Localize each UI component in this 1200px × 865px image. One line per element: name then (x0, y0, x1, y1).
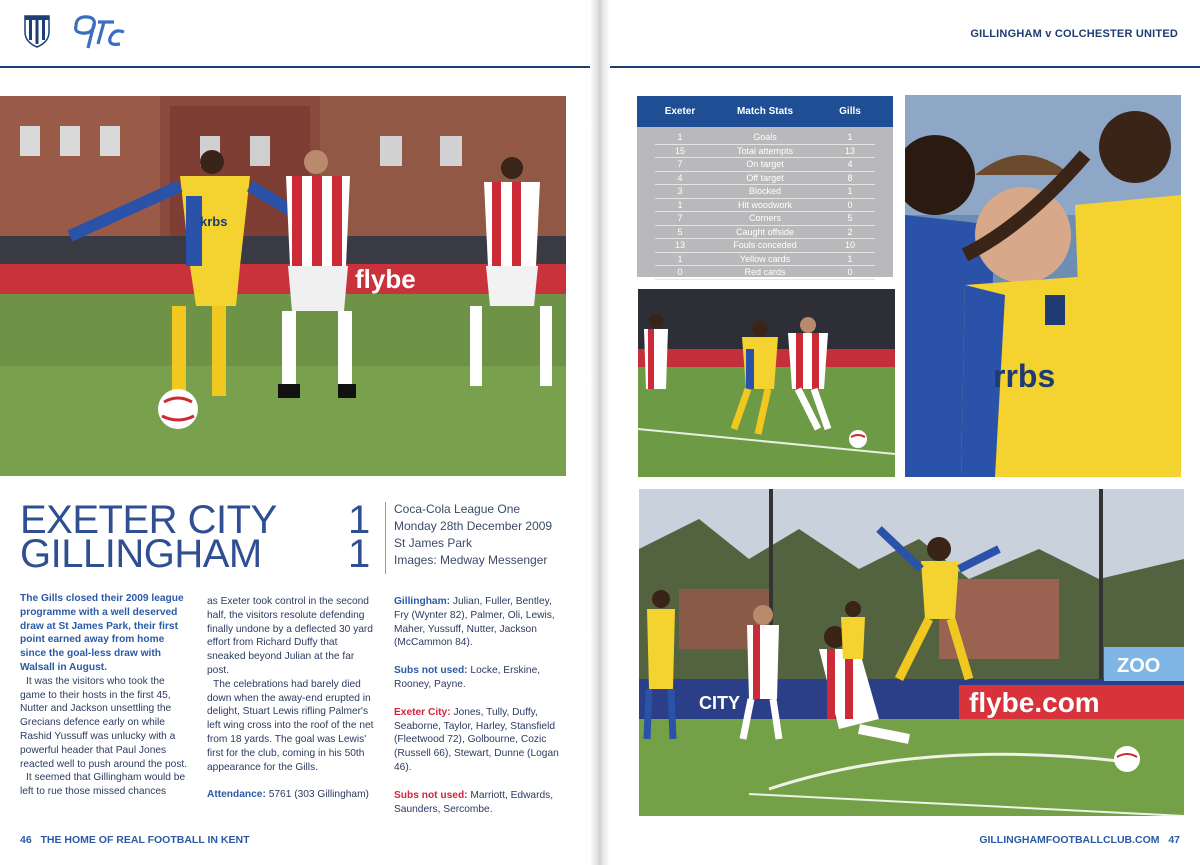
stats-label: On target (746, 159, 784, 170)
stats-row (655, 158, 875, 172)
stats-home-value: 1 (677, 132, 683, 143)
stats-label: Total attempts (736, 145, 794, 156)
home-team-name: EXETER CITY (20, 498, 277, 542)
stats-label: Blocked (748, 186, 782, 197)
left-footer-slogan: THE HOME OF REAL FOOTBALL IN KENT (40, 834, 250, 846)
stats-home-value: 3 (677, 186, 683, 197)
stats-home-value: 1 (677, 199, 683, 210)
stats-label: Off target (746, 172, 784, 183)
stats-row (655, 226, 875, 240)
stats-row (655, 145, 875, 159)
right-page-number: 47 (1168, 834, 1180, 846)
gills-lineup-label: Gillingham: (394, 596, 451, 607)
board-city-text: CITY (699, 693, 741, 713)
tackle-photo (638, 289, 895, 477)
stats-home-value: 7 (677, 159, 683, 170)
lineups-column (394, 595, 566, 816)
home-score: 1 (348, 498, 371, 542)
left-header-rule (0, 66, 590, 68)
stats-label: Yellow cards (739, 253, 791, 264)
exeter-subs: Marriott, Edwards, Saunders, Sercombe. (394, 789, 554, 815)
attendance-label: Attendance: (207, 789, 266, 801)
stats-home-value: 13 (674, 240, 685, 251)
stats-away-value: 4 (847, 159, 853, 170)
club-website: GILLINGHAMFOOTBALLCLUB.COM (979, 834, 1160, 846)
stats-row (655, 185, 875, 199)
stats-label: Corners (748, 213, 781, 224)
right-header-rule (610, 66, 1200, 68)
stats-label: Goals (753, 132, 777, 143)
stats-away-value: 8 (847, 172, 853, 183)
report-paragraph-1: It was the visitors who took the game to their hosts in the first 45, Nutter and Jackson unsettling the Grecians defence early on while Rashid Yussuff was unlucky with a powerful header that Paul Jones reacted well to push around the post. (20, 675, 188, 770)
exeter-lineup-label: Exeter City: (394, 706, 451, 718)
stats-away-value: 1 (847, 132, 853, 143)
match-stats-table (637, 96, 893, 277)
celebration-sponsor-text: rrbs (993, 358, 1056, 394)
stats-away-value: 1 (847, 253, 853, 264)
main-match-photo (0, 96, 566, 476)
gfc-monogram-icon (68, 12, 128, 52)
stats-away-value: 10 (844, 240, 855, 251)
stats-away-value: 5 (847, 213, 853, 224)
board-flybe-text: flybe (355, 264, 416, 294)
stats-home-value: 15 (674, 145, 685, 156)
stats-label: Red cards (744, 267, 786, 278)
stats-row (655, 239, 875, 253)
stats-col-home: Exeter (664, 106, 696, 117)
stats-label: Fouls conceded (733, 240, 797, 251)
match-date: Monday 28th December 2009 (394, 519, 553, 533)
board-zoo-text: ZOO (1117, 655, 1161, 677)
stats-col-title: Match Stats (736, 106, 794, 117)
gills-subs-label: Subs not used: (394, 665, 468, 677)
stats-row (655, 199, 875, 213)
report-column-1 (20, 592, 192, 799)
stats-row (655, 131, 875, 145)
attendance-value: 5761 (303 Gillingham) (268, 789, 369, 801)
spine-gutter (590, 0, 610, 865)
stats-label: Caught offside (736, 226, 794, 237)
stats-away-value: 0 (847, 267, 853, 278)
report-paragraph-3: as Exeter took control in the second half, the visitors resolute defending finally undone by a deflected 30 yard effort from Richard Duffy that sneaked beyond Julian at the far post. (207, 596, 373, 676)
stats-col-away: Gills (839, 106, 861, 117)
stats-row (655, 253, 875, 267)
report-paragraph-2: It seemed that Gillingham would be left to rue those missed chances (20, 772, 186, 798)
exeter-subs-label: Subs not used: (394, 789, 468, 801)
competition-name: Coca-Cola League One (394, 502, 521, 516)
stats-away-value: 0 (847, 199, 853, 210)
stats-home-value: 5 (677, 226, 683, 237)
goalmouth-photo (639, 489, 1184, 816)
exeter-lineup: Jones, Tully, Duffy, Seaborne, Taylor, Harley, Stansfield (Fleetwood 72), Golbourne, Cozic (Russell 66), Stewart, Dunne (Logan 46). (394, 706, 559, 773)
left-footer (20, 834, 249, 846)
stats-row (655, 212, 875, 226)
right-footer (979, 834, 1180, 846)
stats-away-value: 13 (844, 145, 855, 156)
title-divider (385, 502, 386, 574)
stats-rows (637, 127, 893, 280)
report-column-2 (207, 595, 377, 802)
left-page-number: 46 (20, 834, 32, 846)
stats-home-value: 0 (677, 267, 683, 278)
stats-home-value: 7 (677, 213, 683, 224)
stats-away-value: 2 (847, 226, 853, 237)
away-score: 1 (348, 532, 371, 576)
fixture-header: GILLINGHAM v COLCHESTER UNITED (970, 28, 1178, 40)
sponsor-text: krbs (200, 214, 228, 229)
board-flybecom-text: flybe.com (969, 687, 1100, 718)
stats-header (637, 96, 893, 127)
away-team-name: GILLINGHAM (20, 532, 262, 576)
gillingham-crest-icon (24, 14, 50, 48)
gills-subs: Locke, Erskine, Rooney, Payne. (394, 665, 541, 690)
report-paragraph-4: The celebrations had barely died down when the away-end erupted in delight, Stuart Lewis rifling Palmer's left wing cross into the roof of the net from 18 yards. The goal was Lewis' first for the club, coming in his 50th appearance for the Gills. (207, 678, 374, 773)
stats-row (655, 266, 875, 280)
gills-lineup: Julian, Fuller, Bentley, Fry (Wynter 82), Palmer, Oli, Lewis, Maher, Yussuff, Nutter, Jackson (McCammon 84). (394, 596, 555, 649)
image-credit: Images: Medway Messenger (394, 553, 548, 567)
stats-away-value: 1 (847, 186, 853, 197)
stats-row (655, 172, 875, 186)
stats-home-value: 4 (677, 172, 683, 183)
report-lead: The Gills closed their 2009 league programme with a well deserved draw at St James Park, their first point earned away from home since the goal-less draw with Walsall in August. (20, 593, 184, 673)
celebration-photo (905, 95, 1181, 477)
stats-label: Hit woodwork (737, 199, 793, 210)
match-venue: St James Park (394, 536, 473, 550)
stats-home-value: 1 (677, 253, 683, 264)
